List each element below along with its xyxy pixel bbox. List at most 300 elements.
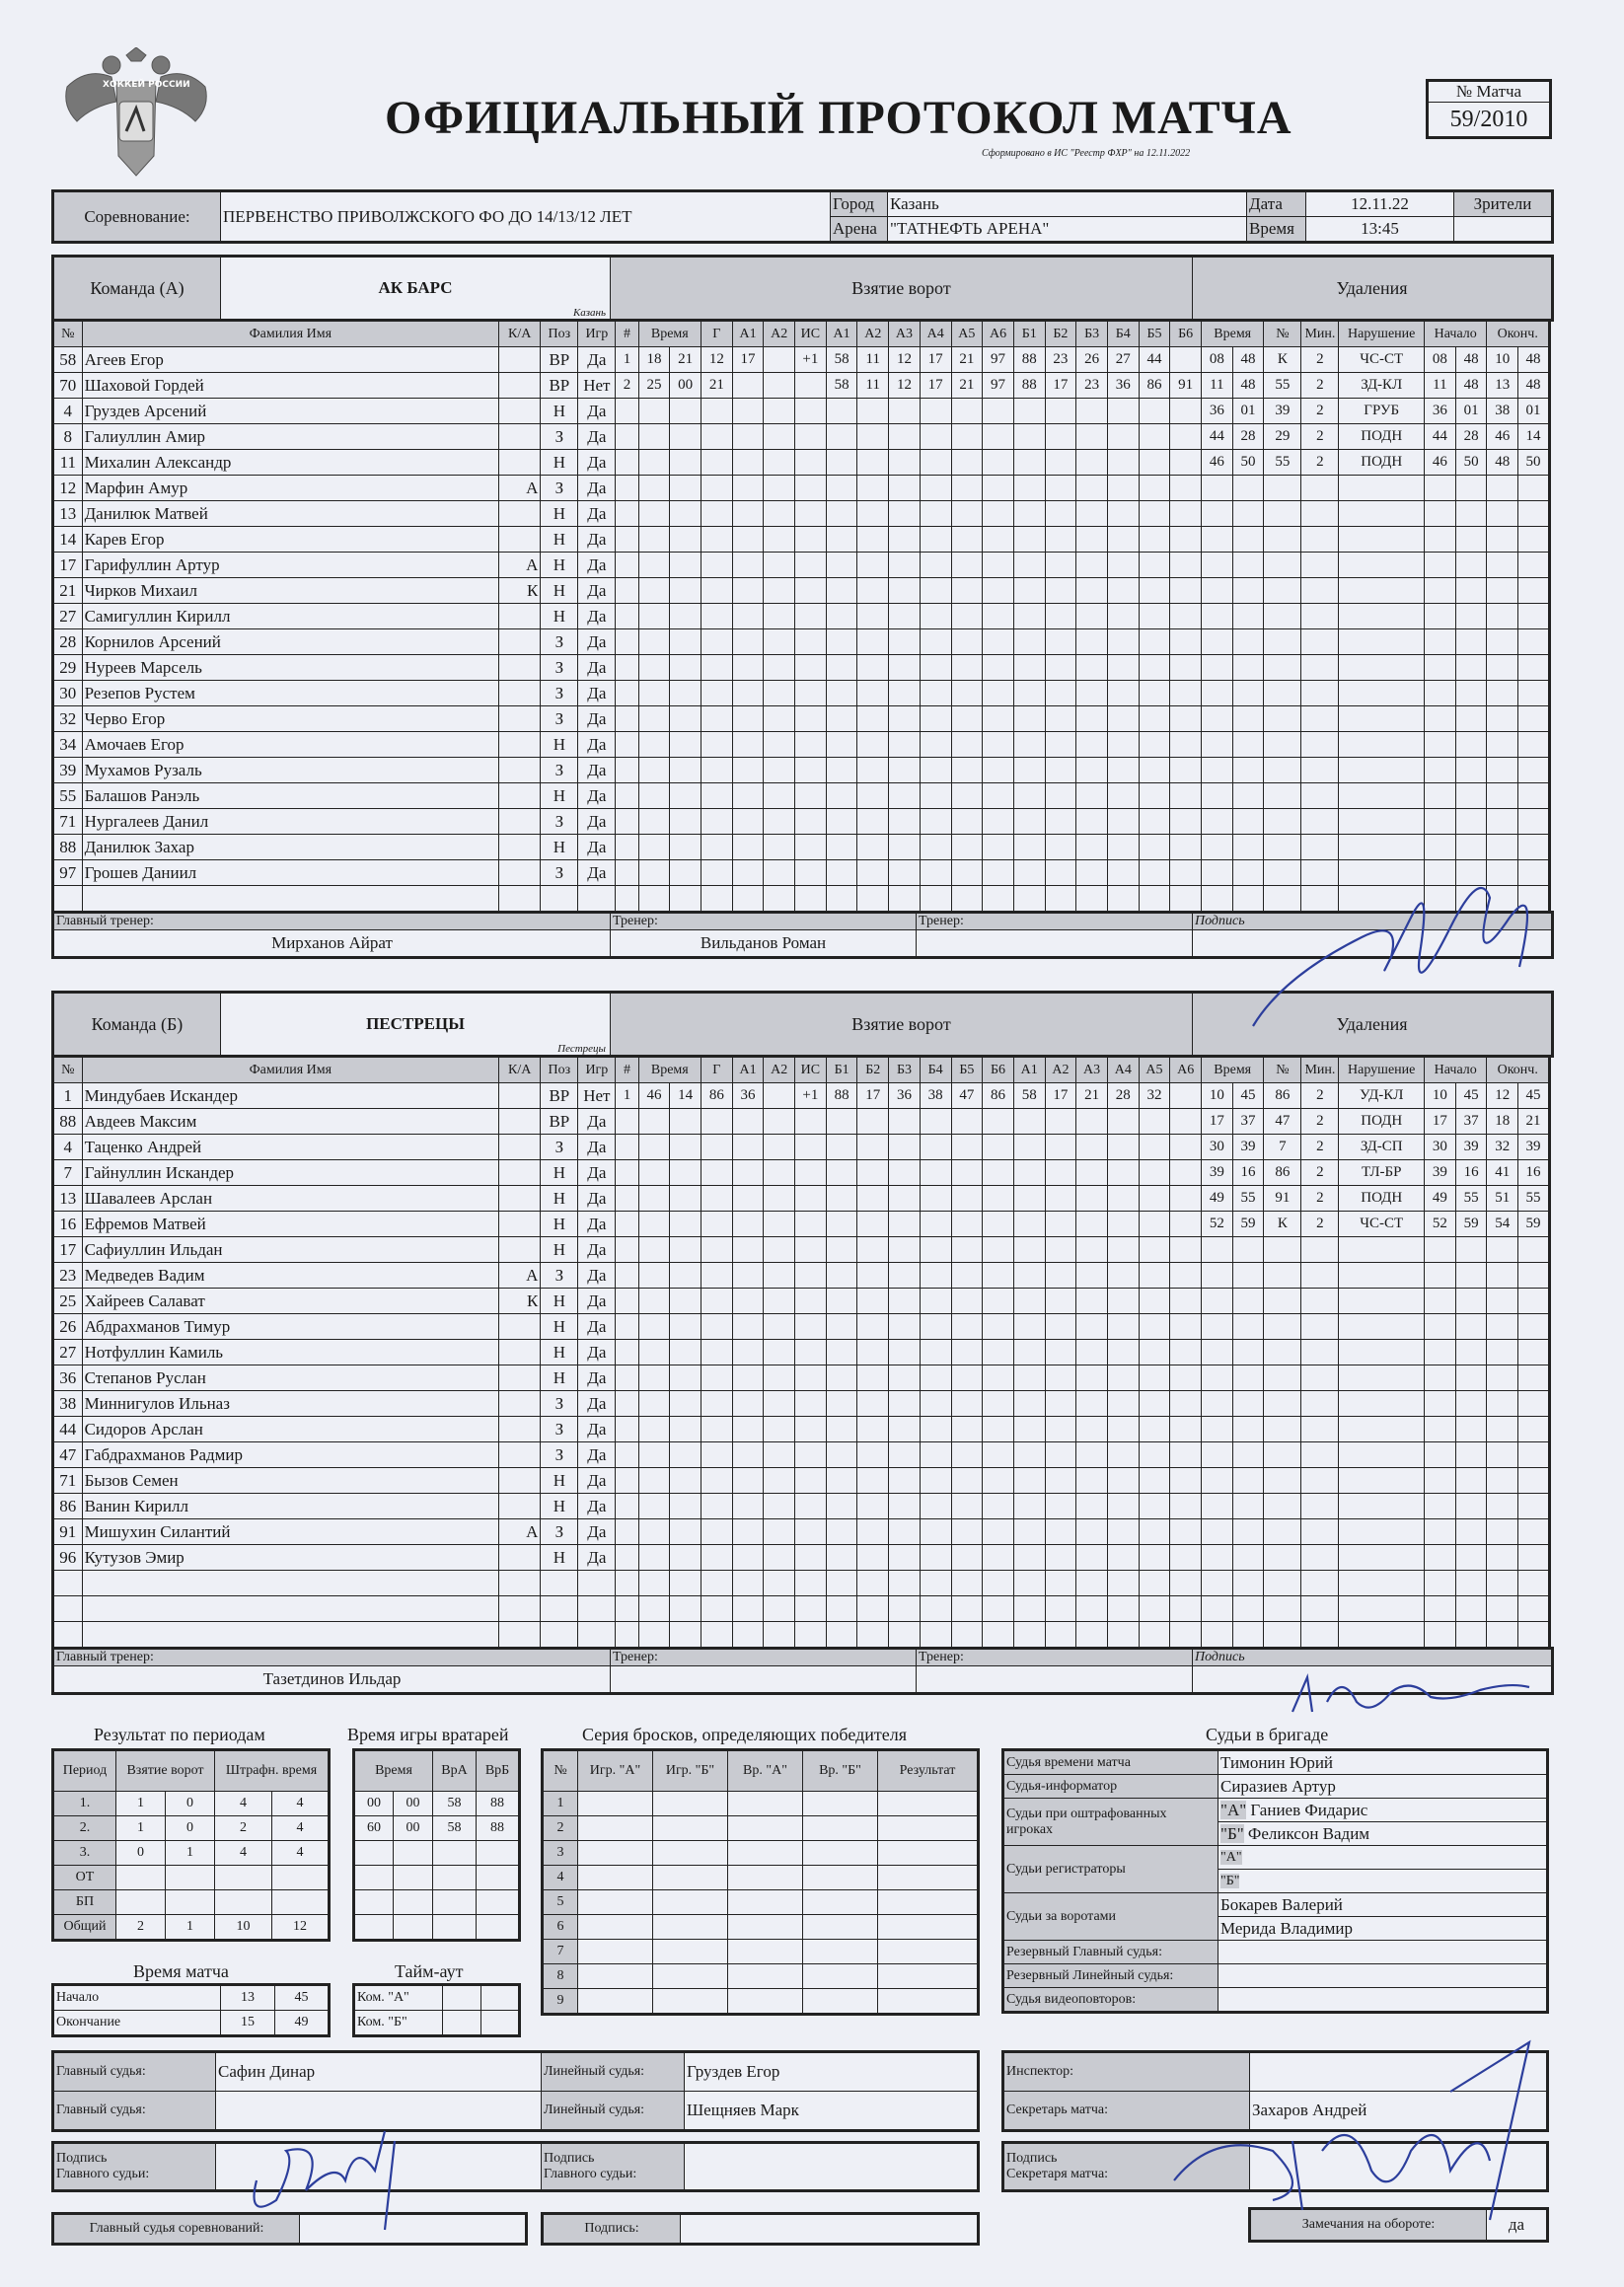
team_b-goal-cell [920, 1237, 951, 1263]
shootout-row-num: 6 [543, 1915, 578, 1940]
remarks-label: Замечания на обороте: [1250, 2209, 1487, 2242]
team_a-player-cell: Да [578, 758, 616, 783]
team_a-player-cell: Данилюк Захар [82, 835, 499, 860]
team_a-player-cell: Да [578, 604, 616, 629]
team_b-penalty-cell: ЗД-СП [1339, 1135, 1425, 1160]
team_b-goal-cell [951, 1109, 983, 1135]
team_b-goal-cell [795, 1160, 827, 1186]
team_a-goal-cell [1013, 809, 1045, 835]
team_b-goal-cell [616, 1545, 638, 1571]
team_a-goal-cell [1170, 476, 1202, 501]
team_b-player-cell: 25 [53, 1289, 83, 1314]
team_b-goal-cell [1076, 1289, 1108, 1314]
team_a-coach1-label: Тренер: [611, 913, 917, 930]
team_a-player-cell: Чирков Михаил [82, 578, 499, 604]
shootout-col: Игр. "А" [578, 1750, 653, 1792]
team_a-goal-cell [764, 476, 795, 501]
team_a-player-cell: 12 [53, 476, 83, 501]
shootout-row-num: 8 [543, 1964, 578, 1989]
team_b-goal-cell [1076, 1314, 1108, 1340]
team_a-player-cell [499, 886, 541, 913]
team_a-goal-cell [983, 783, 1014, 809]
team_b-penalty-cell: 2 [1301, 1212, 1339, 1237]
team_b-player-cell: Кутузов Эмир [82, 1545, 499, 1571]
team_a-penalty-col: Нарушение [1339, 321, 1425, 347]
team_b-player-cell: Шавалеев Арслан [82, 1186, 499, 1212]
team_a-penalty-cell: 2 [1301, 373, 1339, 399]
team_a-penalty-cell [1301, 835, 1339, 860]
team_a-player-cell [541, 886, 578, 913]
team_b-penalty-cell [1425, 1494, 1456, 1519]
team_b-goal-cell [1170, 1545, 1202, 1571]
team_b-goal-cell [826, 1622, 857, 1649]
end-label: Окончание [53, 2011, 221, 2036]
team_a-goal-cell [951, 681, 983, 706]
goalie-cell [354, 1866, 394, 1890]
team_a-goal-cell [670, 476, 701, 501]
team_b-goal-cell [616, 1340, 638, 1365]
team_b-penalty-cell [1339, 1494, 1425, 1519]
team_a-goal-cell [983, 629, 1014, 655]
team_b-player-cell: ВР [541, 1109, 578, 1135]
team_b-goal-cell [1013, 1186, 1045, 1212]
team_b-penalty-cell [1455, 1571, 1487, 1596]
team_a-goal-cell [1076, 527, 1108, 553]
team_a-goal-cell [795, 604, 827, 629]
date-label: Дата [1247, 191, 1306, 217]
time-value: 13:45 [1306, 217, 1454, 243]
team_a-penalty-cell [1232, 758, 1264, 783]
team_a-penalty-cell [1425, 527, 1456, 553]
team_a-goal-cell: 17 [1045, 373, 1076, 399]
team_b-goal-cell [1076, 1571, 1108, 1596]
team_b-goal-cell [1170, 1340, 1202, 1365]
team_b-penalty-cell [1202, 1314, 1233, 1340]
team_a-goal-cell [1045, 886, 1076, 913]
team_b-penalty-cell [1301, 1545, 1339, 1571]
team_a-goal-cell [764, 424, 795, 450]
team_a-goal-cell [857, 732, 889, 758]
team_a-penalty-cell [1301, 706, 1339, 732]
officials-title: Судьи в бригаде [1206, 1725, 1329, 1744]
team_a-goal-cell [857, 758, 889, 783]
team_b-goal-cell [951, 1468, 983, 1494]
match-number-value: 59/2010 [1428, 103, 1551, 138]
team_a-goal-cell [701, 783, 733, 809]
team_b-penalty-cell: 55 [1232, 1186, 1264, 1212]
team_b-goal-cell [826, 1519, 857, 1545]
team_b-goal-cell [616, 1417, 638, 1442]
team_b-penalty-cell: 51 [1487, 1186, 1518, 1212]
team_a-penalty-cell [1487, 732, 1518, 758]
team_b-goal-cell [670, 1391, 701, 1417]
team_a-goal-cell [638, 424, 670, 450]
team_a-goal-cell [616, 783, 638, 809]
team_a-goal-cell [889, 706, 921, 732]
team_a-goal-cell: 27 [1107, 347, 1139, 373]
team_a-goal-cell [983, 732, 1014, 758]
team_a-penalty-cell [1487, 809, 1518, 835]
team_a-penalty-cell [1518, 578, 1550, 604]
team_a-player-cell: З [541, 476, 578, 501]
team_a-goal-cell [951, 578, 983, 604]
team_a-goal-cell [1170, 809, 1202, 835]
team_b-goal-cell [1139, 1442, 1170, 1468]
team_b-goal-cell [889, 1365, 921, 1391]
team_b-goal-cell [701, 1340, 733, 1365]
reserve-main-label: Резервный Главный судья: [1003, 1941, 1218, 1964]
period-cell: 1. [53, 1792, 116, 1816]
team_a-goal-cell: 58 [826, 373, 857, 399]
team_b-player-cell [499, 1109, 541, 1135]
team_b-goal-cell [857, 1212, 889, 1237]
team_b-goal-cell [616, 1186, 638, 1212]
team_a-goal-cell [1139, 604, 1170, 629]
team_b-player-cell [53, 1596, 83, 1622]
goalie-cell [433, 1841, 477, 1866]
team_b-player-cell: З [541, 1135, 578, 1160]
team_a-goal-cell [795, 629, 827, 655]
team_a-goal-cell [670, 604, 701, 629]
team_a-penalty-cell [1264, 783, 1301, 809]
team_b-penalty-cell: 47 [1264, 1109, 1301, 1135]
team_b-penalty-cell [1264, 1545, 1301, 1571]
team_b-goal-cell [1076, 1135, 1108, 1160]
team_b-penalty-cell: 55 [1518, 1186, 1550, 1212]
shootout-table [541, 1748, 980, 2016]
team_b-col-pos: Поз [541, 1057, 578, 1083]
main-ref-label: Главный судья: [53, 2052, 216, 2092]
team_b-penalty-cell [1518, 1365, 1550, 1391]
team_b-player-cell: Да [578, 1519, 616, 1545]
team_a-goal-cell [1045, 835, 1076, 860]
team_b-goal-cell [889, 1340, 921, 1365]
team_a-goal-cell [1076, 578, 1108, 604]
goalie-cell [477, 1866, 520, 1890]
team_a-player-cell: Да [578, 860, 616, 886]
team_a-penalty-cell [1264, 476, 1301, 501]
team_b-player-cell: Авдеев Максим [82, 1109, 499, 1135]
team_b-penalty-cell [1425, 1391, 1456, 1417]
team_a-goal-col: Время [638, 321, 701, 347]
team_b-goal-cell [701, 1519, 733, 1545]
team_b-penalty-cell [1202, 1289, 1233, 1314]
team_a-head-coach: Мирханов Айрат [53, 930, 611, 958]
team_b-goal-cell [889, 1571, 921, 1596]
team_a-coach1: Вильданов Роман [611, 930, 917, 958]
team_a-goal-cell [920, 399, 951, 424]
team_a-goal-cell [1107, 783, 1139, 809]
team_b-player-cell: Да [578, 1340, 616, 1365]
team_a-penalty-cell [1301, 527, 1339, 553]
team_b-penalty-cell [1455, 1417, 1487, 1442]
team_b-goal-cell [732, 1160, 764, 1186]
goalie-cell: 58 [433, 1792, 477, 1816]
team_b-goal-cell [1013, 1314, 1045, 1340]
team_a-goal-cell [857, 501, 889, 527]
goalie-cell [433, 1915, 477, 1941]
team_a-player-cell: Черво Егор [82, 706, 499, 732]
team_a-penalty-cell [1202, 681, 1233, 706]
team_b-penalty-cell [1202, 1417, 1233, 1442]
team_a-name: АК БАРС [378, 278, 453, 297]
team_a-goal-cell [616, 424, 638, 450]
team_a-penalty-cell [1455, 758, 1487, 783]
team_b-penalty-cell [1301, 1391, 1339, 1417]
team_a-penalty-cell [1202, 578, 1233, 604]
team_b-penalty-cell [1339, 1289, 1425, 1314]
team_a-goal-cell [1045, 476, 1076, 501]
team_a-goal-cell [889, 732, 921, 758]
team_a-goal-col: Г [701, 321, 733, 347]
team_b-penalty-cell [1202, 1263, 1233, 1289]
team_b-penalty-cell: 41 [1487, 1160, 1518, 1186]
team_a-goal-cell: 17 [920, 373, 951, 399]
team_b-goal-cell [1013, 1571, 1045, 1596]
period-cell: 10 [215, 1915, 272, 1941]
team_a-goal-cell [1045, 399, 1076, 424]
team_b-penalty-cell [1487, 1519, 1518, 1545]
team_a-penalty-cell: 55 [1264, 450, 1301, 476]
team_a-penalty-cell [1425, 681, 1456, 706]
period-cell: 2 [116, 1915, 166, 1941]
team_a-goal-cell [670, 501, 701, 527]
team_a-goal-cell [795, 809, 827, 835]
team_b-goal-cell [1107, 1263, 1139, 1289]
team_b-player-cell: Н [541, 1365, 578, 1391]
team_b-goal-cell: 38 [920, 1083, 951, 1109]
team_a-goal-cell [1045, 860, 1076, 886]
team_a-goal-cell [764, 809, 795, 835]
team_b-goal-cell [1170, 1391, 1202, 1417]
team_b-goal-cell [616, 1135, 638, 1160]
team_a-goal-cell [701, 450, 733, 476]
team_a-goal-cell [1045, 450, 1076, 476]
team_a-goal-cell [795, 553, 827, 578]
team_a-penalty-cell [1425, 604, 1456, 629]
team_a-penalty-cell [1487, 578, 1518, 604]
team_a-goal-cell [1045, 758, 1076, 783]
team_b-player-cell: 91 [53, 1519, 83, 1545]
team_b-penalty-cell [1264, 1494, 1301, 1519]
team_b-penalty-cell: 12 [1487, 1083, 1518, 1109]
team_a-player-cell: 8 [53, 424, 83, 450]
team_a-player-cell: Н [541, 604, 578, 629]
team_a-penalty-cell [1264, 629, 1301, 655]
team_b-goal-cell [795, 1468, 827, 1494]
team_a-player-cell: 88 [53, 835, 83, 860]
team_a-goal-cell [764, 399, 795, 424]
team_b-goal-cell [1076, 1212, 1108, 1237]
team_b-goal-cell [983, 1468, 1014, 1494]
team_b-player-cell: Миндубаев Искандер [82, 1083, 499, 1109]
team_a-penalty-cell: 01 [1518, 399, 1550, 424]
team_b-penalty-cell: 10 [1202, 1083, 1233, 1109]
team_a-goal-cell [701, 553, 733, 578]
team_b-goal-cell [795, 1289, 827, 1314]
team_b-goal-col: А5 [1139, 1057, 1170, 1083]
team_a-goal-cell [951, 629, 983, 655]
team_b-goal-cell [1013, 1212, 1045, 1237]
team_b-goal-cell [857, 1596, 889, 1622]
team_a-goal-cell [1107, 809, 1139, 835]
team_b-goal-cell [857, 1417, 889, 1442]
team_a-goal-cell [920, 809, 951, 835]
team_b-goal-cell [764, 1442, 795, 1468]
team_b-goal-cell [1013, 1596, 1045, 1622]
team_a-goal-cell [983, 399, 1014, 424]
bottom-sign-table [541, 2212, 980, 2246]
team_a-penalty-cell [1264, 578, 1301, 604]
team_b-penalty-cell: 2 [1301, 1160, 1339, 1186]
team_a-goal-cell [826, 629, 857, 655]
team_b-player-cell: З [541, 1519, 578, 1545]
team_b-penalty-cell: 52 [1202, 1212, 1233, 1237]
team_b-penalty-cell [1518, 1596, 1550, 1622]
team_b-goal-cell [1076, 1160, 1108, 1186]
timekeeper-name: Тимонин Юрий [1218, 1750, 1548, 1775]
team_a-goal-cell: 23 [1076, 373, 1108, 399]
city-label: Город [831, 191, 888, 217]
team_a-penalty-cell: 08 [1202, 347, 1233, 373]
team_a-goal-cell [638, 886, 670, 913]
team_a-goal-cell [983, 860, 1014, 886]
team_a-goal-cell [889, 450, 921, 476]
team_a-goal-cell [1045, 809, 1076, 835]
team_b-goal-cell [1076, 1237, 1108, 1263]
team_b-penalty-cell [1425, 1417, 1456, 1442]
team_a-penalty-cell: 01 [1455, 399, 1487, 424]
team_a-goal-cell [1139, 629, 1170, 655]
team_a-player-cell: Да [578, 501, 616, 527]
shootout-row-num: 9 [543, 1989, 578, 2015]
team_a-goal-cell [1076, 450, 1108, 476]
team_b-goal-cell [670, 1109, 701, 1135]
team_b-goal-cell [795, 1237, 827, 1263]
team_b-player-cell: 47 [53, 1442, 83, 1468]
team_a-goal-cell [920, 860, 951, 886]
team_b-goal-cell [920, 1442, 951, 1468]
period-cell [215, 1890, 272, 1915]
goalie-cell: 00 [354, 1792, 394, 1816]
team_a-goal-cell: 58 [826, 347, 857, 373]
team_b-goal-cell [1045, 1237, 1076, 1263]
team_a-goal-cell [1107, 424, 1139, 450]
period-cell: 4 [215, 1841, 272, 1866]
team_a-goal-cell [616, 501, 638, 527]
team_a-goal-cell [638, 604, 670, 629]
team_b-penalty-cell [1425, 1237, 1456, 1263]
team_b-goal-cell [670, 1596, 701, 1622]
team_a-goal-cell [889, 629, 921, 655]
team_b-player-cell [541, 1622, 578, 1649]
team_a-player-cell: 13 [53, 501, 83, 527]
team_a-goal-cell [1076, 681, 1108, 706]
team_a-goal-cell [920, 578, 951, 604]
team_b-goal-cell [616, 1571, 638, 1596]
team_a-goal-cell: 17 [732, 347, 764, 373]
team_b-goal-cell [920, 1494, 951, 1519]
team_b-grid [51, 1055, 1551, 1650]
team_b-goal-cell [795, 1494, 827, 1519]
team_b-penalty-cell [1202, 1237, 1233, 1263]
team_a-goal-cell [795, 578, 827, 604]
team_a-goal-cell [1170, 886, 1202, 913]
team_b-goal-col: А3 [1076, 1057, 1108, 1083]
team_b-goal-cell [1045, 1596, 1076, 1622]
team_a-penalty-cell: 50 [1455, 450, 1487, 476]
team_b-goal-cell [1045, 1109, 1076, 1135]
team_b-goal-cell [889, 1417, 921, 1442]
team_a-goal-cell [1076, 758, 1108, 783]
team_b-goal-cell [1139, 1160, 1170, 1186]
team_b-penalty-cell [1339, 1468, 1425, 1494]
team_a-goal-col: А4 [920, 321, 951, 347]
team_b-coach2-label: Тренер: [917, 1649, 1193, 1666]
team_a-player-cell: Гарифуллин Артур [82, 553, 499, 578]
team_a-goal-cell [1076, 501, 1108, 527]
period-cell: 2. [53, 1816, 116, 1841]
team_a-sign-label: Подпись [1193, 913, 1553, 930]
team_a-penalty-cell [1264, 681, 1301, 706]
team_b-goal-cell [1139, 1571, 1170, 1596]
team_b-goal-cell [1139, 1494, 1170, 1519]
team_b-player-cell: Да [578, 1391, 616, 1417]
team_a-penalty-cell: 44 [1425, 424, 1456, 450]
team_b-goal-cell [826, 1135, 857, 1160]
team_a-penalty-cell [1339, 835, 1425, 860]
goalie-time-table [352, 1748, 521, 1942]
team_b-player-cell: 27 [53, 1340, 83, 1365]
team_a-goal-cell [951, 527, 983, 553]
team_a-penalty-cell [1264, 553, 1301, 578]
team_b-goal-cell [889, 1263, 921, 1289]
team_b-goal-col: А4 [1107, 1057, 1139, 1083]
team_a-goal-cell [889, 476, 921, 501]
team_b-penalty-cell: 17 [1202, 1109, 1233, 1135]
double-headed-eagle-emblem-icon [57, 47, 215, 185]
goalie-cell [394, 1866, 433, 1890]
team_b-goal-cell [1076, 1494, 1108, 1519]
team_a-goal-cell [857, 835, 889, 860]
team_a-player-cell: 11 [53, 450, 83, 476]
team_a-goal-cell [857, 527, 889, 553]
team_a-goal-cell [826, 501, 857, 527]
referees-table [51, 2050, 980, 2132]
team_a-penalty-cell [1518, 629, 1550, 655]
team_b-goal-cell [701, 1571, 733, 1596]
team_a-goal-cell [1076, 424, 1108, 450]
team_b-penalty-cell [1518, 1314, 1550, 1340]
team_b-goal-cell [701, 1622, 733, 1649]
team_b-penalty-cell [1339, 1237, 1425, 1263]
team_b-penalty-cell [1487, 1365, 1518, 1391]
team_a-player-cell [499, 732, 541, 758]
team_a-goal-cell [951, 501, 983, 527]
team_b-player-cell [541, 1596, 578, 1622]
team_b-penalties-title: Удаления [1193, 993, 1553, 1057]
team_a-goal-cell [826, 809, 857, 835]
team_a-goal-cell [1013, 501, 1045, 527]
sign-main-label-1: Подпись [56, 2151, 108, 2166]
team_a-penalty-cell [1301, 655, 1339, 681]
team_b-goal-cell [857, 1468, 889, 1494]
team_a-penalty-cell [1301, 578, 1339, 604]
team_a-goal-cell [920, 886, 951, 913]
period-cell [166, 1866, 215, 1890]
team_a-goal-cell [795, 476, 827, 501]
team_b-goal-cell [920, 1391, 951, 1417]
